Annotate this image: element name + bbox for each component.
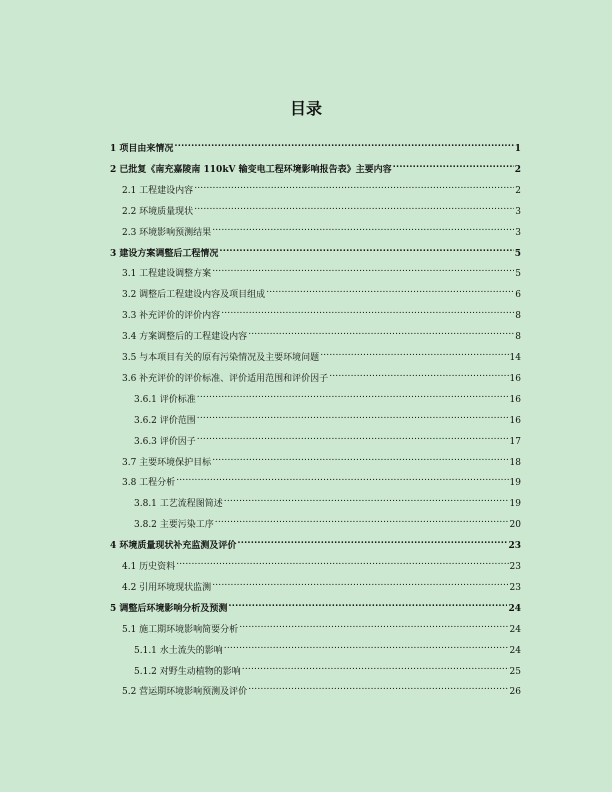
toc-dot-leader	[212, 578, 508, 590]
toc-dot-leader	[212, 223, 514, 235]
toc-entry-label: 3.8 工程分析	[122, 478, 176, 489]
toc-dot-leader	[212, 264, 514, 276]
toc-entry-label: 2.3 环境影响预测结果	[122, 227, 212, 238]
toc-entry[interactable]	[110, 536, 521, 552]
toc-dot-leader	[248, 327, 514, 339]
toc-dot-leader	[393, 160, 514, 172]
toc-entry-label: 5 调整后环境影响分析及预测	[110, 603, 228, 614]
toc-entry-page-number: 25	[509, 666, 521, 677]
toc-entry[interactable]	[122, 557, 521, 573]
toc-dot-leader	[237, 536, 507, 548]
toc-entry[interactable]	[110, 599, 521, 615]
toc-entry-page-number: 2	[515, 185, 521, 196]
toc-dot-leader	[221, 306, 514, 318]
toc-entry[interactable]	[122, 473, 521, 489]
toc-entry-label: 5.2 营运期环境影响预测及评价	[122, 687, 248, 698]
toc-entry-label: 3.8.1 工艺流程图简述	[134, 499, 223, 510]
toc-entry-page-number: 5	[515, 269, 521, 280]
toc-entry-page-number: 23	[509, 562, 521, 572]
toc-entry-page-number: 18	[509, 457, 521, 468]
toc-entry[interactable]	[134, 662, 521, 678]
toc-entry-label: 3.3 补充评价的评价内容	[122, 311, 221, 322]
toc-entry[interactable]	[122, 453, 521, 469]
toc-entry[interactable]	[122, 285, 521, 301]
toc-dot-leader	[239, 620, 508, 632]
toc-dot-leader	[228, 599, 507, 611]
toc-entry[interactable]	[122, 327, 521, 343]
toc-entry-label: 4.1 历史资料	[122, 562, 176, 572]
toc-entry-page-number: 26	[509, 687, 521, 698]
toc-dot-leader	[266, 285, 514, 297]
toc-dot-leader	[320, 348, 508, 360]
toc-entry[interactable]	[122, 202, 521, 218]
toc-entry[interactable]	[122, 306, 521, 322]
toc-entry-label: 3.6.3 评价因子	[134, 436, 196, 447]
toc-dot-leader	[197, 432, 509, 444]
toc-entry-label: 4.2 引用环境现状监测	[122, 582, 212, 593]
toc-entry[interactable]	[134, 390, 521, 406]
toc-entry-label: 3.6.1 评价标准	[134, 394, 196, 405]
toc-entry-page-number: 2	[514, 164, 521, 175]
toc-dot-leader	[248, 682, 508, 694]
toc-entry-label: 1 项目由来情况	[110, 144, 174, 154]
toc-entry-page-number: 17	[509, 436, 521, 447]
toc-entry-page-number: 8	[515, 332, 521, 343]
toc-entry-page-number: 3	[515, 227, 521, 238]
toc-entry-label: 3.2 调整后工程建设内容及项目组成	[122, 290, 266, 301]
toc-entry[interactable]	[110, 244, 521, 260]
toc-entry[interactable]	[134, 432, 521, 448]
toc-entry-page-number: 19	[509, 478, 521, 489]
toc-entry-label: 5.1 施工期环境影响简要分析	[122, 624, 239, 635]
toc-dot-leader	[329, 369, 508, 381]
toc-dot-leader	[197, 390, 509, 402]
toc-entry-label: 5.1.2 对野生动植物的影响	[134, 666, 241, 677]
toc-entry-label: 3.7 主要环境保护目标	[122, 457, 212, 468]
toc-dot-leader	[224, 494, 509, 506]
toc-entry-label: 2.2 环境质量现状	[122, 206, 194, 217]
toc-entry-page-number: 24	[508, 603, 521, 614]
toc-entry[interactable]	[110, 139, 521, 155]
toc-entry-label: 2.1 工程建设内容	[122, 185, 194, 196]
toc-entry-label: 3.5 与本项目有关的原有污染情况及主要环境问题	[122, 353, 320, 363]
toc-entry[interactable]	[122, 369, 521, 385]
toc-entry-label: 5.1.1 水土流失的影响	[134, 645, 223, 656]
toc-dot-leader	[242, 662, 509, 674]
toc-entry[interactable]	[110, 160, 521, 176]
toc-entry-page-number: 16	[509, 394, 521, 405]
toc-entry-page-number: 16	[509, 373, 521, 384]
toc-entry-label: 3.4 方案调整后的工程建设内容	[122, 332, 248, 343]
toc-entry-page-number: 1	[514, 144, 521, 154]
toc-entry-page-number: 5	[514, 248, 521, 259]
toc-entry[interactable]	[122, 348, 521, 364]
toc-dot-leader	[174, 139, 513, 151]
toc-entry[interactable]	[134, 411, 521, 427]
toc-dot-leader	[224, 641, 509, 653]
toc-entry[interactable]	[122, 181, 521, 197]
toc-entry-page-number: 24	[509, 624, 521, 635]
toc-entry-label: 4 环境质量现状补充监测及评价	[110, 541, 237, 552]
toc-entry-page-number: 23	[508, 541, 521, 552]
toc-entry[interactable]	[122, 682, 521, 698]
toc-entry[interactable]	[122, 264, 521, 280]
toc-entry-label: 3.6 补充评价的评价标准、评价适用范围和评价因子	[122, 373, 329, 384]
toc-entry-page-number: 19	[509, 499, 521, 510]
toc-entry-label: 3.8.2 主要污染工序	[134, 520, 214, 531]
toc-entry-page-number: 6	[515, 290, 521, 301]
toc-entry[interactable]	[134, 641, 521, 657]
toc-dot-leader	[194, 181, 514, 193]
toc-dot-leader	[215, 515, 509, 527]
toc-dot-leader	[212, 453, 508, 465]
toc-entry-page-number: 20	[509, 520, 521, 531]
toc-entry[interactable]	[122, 620, 521, 636]
toc-entry[interactable]	[134, 494, 521, 510]
toc-dot-leader	[194, 202, 514, 214]
toc-dot-leader	[219, 244, 513, 256]
page-title: 目录	[289, 99, 322, 118]
toc-entry[interactable]	[122, 578, 521, 594]
toc-entry-label: 3.1 工程建设调整方案	[122, 269, 212, 280]
toc-entry-page-number: 3	[515, 206, 521, 217]
toc-entry-page-number: 23	[509, 582, 521, 593]
toc-dot-leader	[176, 557, 508, 569]
toc-entry[interactable]	[122, 223, 521, 239]
toc-dot-leader	[197, 411, 509, 423]
toc-entry-label: 3 建设方案调整后工程情况	[110, 248, 219, 259]
toc-dot-leader	[176, 473, 508, 485]
toc-entry-page-number: 24	[509, 645, 521, 656]
toc-entry-page-number: 16	[509, 415, 521, 426]
toc-entry[interactable]	[134, 515, 521, 531]
toc-entry-label: 2 已批复《南充嘉陵南 110kV 输变电工程环境影响报告表》主要内容	[110, 164, 392, 175]
toc-entry-page-number: 8	[515, 311, 521, 322]
toc-entry-label: 3.6.2 评价范围	[134, 415, 196, 426]
toc-entry-page-number: 14	[509, 353, 521, 363]
